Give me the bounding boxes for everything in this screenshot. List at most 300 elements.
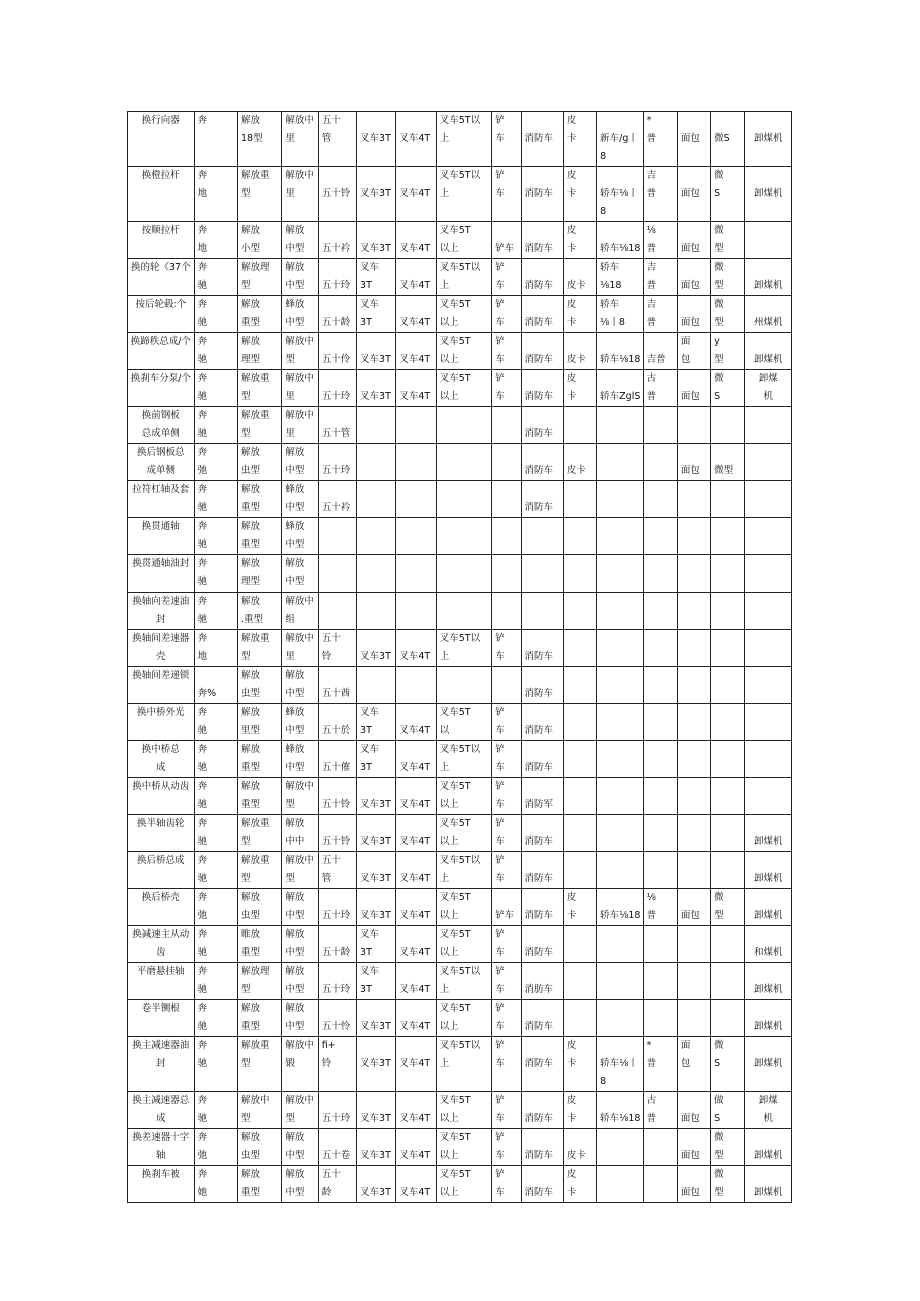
vehicle-type-cell: 消防车 [521, 926, 563, 963]
vehicle-type-cell [492, 593, 521, 630]
vehicle-type-cell [643, 741, 677, 778]
table-row [128, 333, 792, 370]
vehicle-type-cell [357, 444, 396, 481]
vehicle-type-cell: 叉车5T 以上 [436, 778, 492, 815]
table-row [128, 815, 792, 852]
table-body [128, 112, 792, 1203]
vehicle-type-cell: 奔 驰 [194, 259, 237, 296]
vehicle-type-cell [492, 518, 521, 555]
vehicle-type-cell: 铲 车 [492, 370, 521, 407]
vehicle-type-cell: 叉车5T 以上 [436, 1129, 492, 1166]
vehicle-type-cell: 解放中 里 [282, 370, 318, 407]
vehicle-type-cell [711, 815, 745, 852]
vehicle-type-cell: 解放 中型 [282, 963, 318, 1000]
vehicle-type-cell: 吉 普 [643, 259, 677, 296]
vehicle-type-cell: 五十酋 [318, 667, 356, 704]
vehicle-type-cell: 消防车 [521, 296, 563, 333]
vehicle-type-cell [711, 778, 745, 815]
vehicle-type-cell: 卸煤机 [745, 852, 792, 889]
vehicle-type-cell [563, 926, 596, 963]
vehicle-type-cell: 叉车3T [357, 889, 396, 926]
vehicle-type-cell: 解放重 型 [237, 1037, 281, 1092]
vehicle-type-cell: 解放中 型 [282, 1092, 318, 1129]
item-name-cell: 换中桥总 成 [128, 741, 195, 778]
vehicle-type-cell: 解放 虫型 [237, 667, 281, 704]
item-name-cell: 换后钢板总 成单侧 [128, 444, 195, 481]
vehicle-type-cell: 解放 虫型 [237, 889, 281, 926]
vehicle-type-cell: 消肪车 [521, 963, 563, 1000]
vehicle-type-cell: 叉车5T 以上 [436, 296, 492, 333]
vehicle-type-cell [396, 555, 436, 593]
item-name-cell: 换轴间差递锁 [128, 667, 195, 704]
vehicle-type-cell [563, 704, 596, 741]
vehicle-type-cell [745, 518, 792, 555]
vehicle-type-cell: 解放重 型 [237, 852, 281, 889]
vehicle-type-cell: 叉车3T [357, 370, 396, 407]
vehicle-type-cell: 消防车 [521, 112, 563, 167]
vehicle-type-cell: 皮卡 [563, 259, 596, 296]
vehicle-type-cell: 叉车4T [396, 167, 436, 222]
table-row [128, 1037, 792, 1092]
vehicle-type-cell [597, 555, 643, 593]
vehicle-type-cell: 卸煤机 [745, 112, 792, 167]
vehicle-type-cell: 解放 中型 [282, 1129, 318, 1166]
vehicle-type-cell: 五十 铃 [318, 630, 356, 667]
vehicle-type-cell: 消防车 [521, 259, 563, 296]
vehicle-type-cell: 解放中 型 [237, 1092, 281, 1129]
vehicle-type-cell: 叉车5T以 上 [436, 852, 492, 889]
vehicle-type-cell: 叉车 3T [357, 963, 396, 1000]
vehicle-type-cell [677, 630, 710, 667]
vehicle-type-cell: 五十伶 [318, 333, 356, 370]
vehicle-type-cell: 面包 [677, 259, 710, 296]
vehicle-type-cell: 五十管 [318, 407, 356, 444]
vehicle-type-cell [563, 778, 596, 815]
vehicle-type-cell [597, 741, 643, 778]
vehicle-type-cell [711, 852, 745, 889]
vehicle-type-cell: 铲 车 [492, 963, 521, 1000]
vehicle-type-cell: ⅛ 普 [643, 889, 677, 926]
table-row [128, 112, 792, 167]
table-row [128, 593, 792, 630]
vehicle-type-cell: 叉车3T [357, 815, 396, 852]
item-name-cell: 换半轴齿轮 [128, 815, 195, 852]
vehicle-type-cell: 叉车5T 以上 [436, 1166, 492, 1203]
vehicle-type-cell [643, 667, 677, 704]
vehicle-type-cell: 消防车 [521, 889, 563, 926]
vehicle-type-cell: 奔 驰 [194, 926, 237, 963]
vehicle-type-cell: 吉 普 [643, 167, 677, 222]
vehicle-type-cell: 叉车 3T [357, 926, 396, 963]
vehicle-type-cell: 解放中 里 [282, 407, 318, 444]
vehicle-type-cell: 铲 车 [492, 815, 521, 852]
vehicle-type-cell: 铲 车 [492, 630, 521, 667]
vehicle-type-cell [745, 667, 792, 704]
vehicle-type-cell: 铲车 [492, 889, 521, 926]
item-name-cell: 换前钢板 总成单侧 [128, 407, 195, 444]
vehicle-type-cell: 解放 小型 [237, 222, 281, 259]
vehicle-type-cell: 铲车 [492, 222, 521, 259]
vehicle-type-cell: 解放中 里 [282, 167, 318, 222]
vehicle-type-cell [357, 518, 396, 555]
vehicle-type-cell: 叉车5T以 上 [436, 259, 492, 296]
vehicle-type-cell: 奔% [194, 667, 237, 704]
vehicle-type-cell: 奔 驰 [194, 407, 237, 444]
table-row [128, 704, 792, 741]
vehicle-type-cell: 轿车⅛18 [597, 1092, 643, 1129]
item-name-cell: 换贯通轴 [128, 518, 195, 555]
vehicle-type-cell: 五十玲 [318, 444, 356, 481]
vehicle-type-cell: 消防车 [521, 407, 563, 444]
vehicle-type-cell [597, 704, 643, 741]
table-row [128, 1092, 792, 1129]
vehicle-type-cell: 五十於 [318, 704, 356, 741]
vehicle-type-cell: 州煤机 [745, 296, 792, 333]
vehicle-type-cell: 微 型 [711, 222, 745, 259]
item-name-cell: 换后桥总成 [128, 852, 195, 889]
vehicle-type-cell: 面包 [677, 1166, 710, 1203]
vehicle-type-cell: 皮卡 [563, 1129, 596, 1166]
vehicle-type-cell [436, 407, 492, 444]
vehicle-type-cell: 叉车 3T [357, 741, 396, 778]
vehicle-type-cell [677, 593, 710, 630]
vehicle-type-cell: 叉车4T [396, 1166, 436, 1203]
vehicle-type-cell: 五十玲 [318, 1092, 356, 1129]
vehicle-type-cell: 叉车3T [357, 1000, 396, 1037]
vehicle-type-cell [357, 555, 396, 593]
item-name-cell: 换中桥外光 [128, 704, 195, 741]
vehicle-type-cell: 消防车 [521, 741, 563, 778]
vehicle-type-cell: 解放理 型 [237, 259, 281, 296]
vehicle-type-cell: 消防车 [521, 1129, 563, 1166]
vehicle-type-cell: ⅛ 普 [643, 222, 677, 259]
vehicle-type-cell: 叉车4T [396, 1129, 436, 1166]
vehicle-type-cell: 消防车 [521, 1037, 563, 1092]
vehicle-type-cell: 解放中 型 [282, 852, 318, 889]
vehicle-type-cell: 轿车 ⅛18 [597, 259, 643, 296]
vehicle-type-cell: 解放中 型 [282, 333, 318, 370]
vehicle-type-cell: 叉车4T [396, 333, 436, 370]
vehicle-type-cell: 解放 中型 [282, 1000, 318, 1037]
vehicle-type-cell: 铲 车 [492, 1166, 521, 1203]
vehicle-type-cell: 叉车4T [396, 889, 436, 926]
vehicle-type-cell [677, 778, 710, 815]
vehicle-type-cell: 消防车 [521, 481, 563, 518]
vehicle-type-cell [563, 481, 596, 518]
vehicle-type-cell: * 普 [643, 1037, 677, 1092]
vehicle-type-cell: 铲 车 [492, 852, 521, 889]
vehicle-type-cell: 消防车 [521, 1000, 563, 1037]
vehicle-type-cell [436, 444, 492, 481]
vehicle-type-cell: 奔 驰 [194, 1037, 237, 1092]
vehicle-type-cell: 叉车5T 以上 [436, 815, 492, 852]
vehicle-type-cell: 五十铃 [318, 815, 356, 852]
vehicle-type-cell [711, 407, 745, 444]
vehicle-type-cell: 消防车 [521, 852, 563, 889]
vehicle-type-cell [643, 407, 677, 444]
vehicle-type-cell: 消防车 [521, 444, 563, 481]
vehicle-type-cell: 皮卡 [563, 333, 596, 370]
vehicle-type-cell: 解放理 型 [237, 963, 281, 1000]
vehicle-type-cell: 叉车4T [396, 1037, 436, 1092]
vehicle-type-cell: 解放 中型 [282, 259, 318, 296]
vehicle-type-cell: 皮 卡 [563, 1092, 596, 1129]
vehicle-type-cell [745, 704, 792, 741]
vehicle-type-cell: 奔 驰 [194, 704, 237, 741]
vehicle-type-cell [677, 704, 710, 741]
vehicle-type-cell [563, 555, 596, 593]
vehicle-type-cell: 解放中 型 [282, 778, 318, 815]
vehicle-type-cell [745, 741, 792, 778]
vehicle-type-cell: 卸煤机 [745, 1037, 792, 1092]
vehicle-type-cell: 奔 驰 [194, 741, 237, 778]
vehicle-type-cell: 奔 驰 [194, 1000, 237, 1037]
vehicle-type-cell: 五十玲 [318, 889, 356, 926]
vehicle-type-cell [677, 741, 710, 778]
vehicle-type-cell [711, 518, 745, 555]
vehicle-type-cell: 奔 地 [194, 167, 237, 222]
vehicle-type-cell: 面包 [677, 222, 710, 259]
vehicle-type-cell: 消防车 [521, 333, 563, 370]
vehicle-type-cell [745, 481, 792, 518]
vehicle-type-cell [396, 593, 436, 630]
vehicle-type-cell [745, 444, 792, 481]
vehicle-type-cell: 叉车5T 以 [436, 704, 492, 741]
vehicle-type-cell: 面包 [677, 112, 710, 167]
repair-table [127, 111, 792, 1203]
vehicle-type-cell: 微 型 [711, 259, 745, 296]
vehicle-type-cell: 轿车⅛18 [597, 222, 643, 259]
vehicle-type-cell: 五十衿 [318, 481, 356, 518]
item-name-cell: 换橙拉杆 [128, 167, 195, 222]
vehicle-type-cell [436, 518, 492, 555]
vehicle-type-cell [521, 518, 563, 555]
table-row [128, 444, 792, 481]
vehicle-type-cell: 奔 她 [194, 1166, 237, 1203]
vehicle-type-cell: 微型 [711, 444, 745, 481]
vehicle-type-cell: 解放中 里 [282, 630, 318, 667]
item-name-cell: 换减速主从动 齿 [128, 926, 195, 963]
vehicle-type-cell: 吉 普 [643, 296, 677, 333]
vehicle-type-cell [643, 704, 677, 741]
item-name-cell: 换轴间差速器 壳 [128, 630, 195, 667]
vehicle-type-cell: 面 包 [677, 1037, 710, 1092]
vehicle-type-cell: 解放重 型 [237, 167, 281, 222]
vehicle-type-cell: 叉车5T 以上 [436, 370, 492, 407]
vehicle-type-cell: 解放中 里 [282, 112, 318, 167]
table-row [128, 630, 792, 667]
vehicle-type-cell: 叉车3T [357, 112, 396, 167]
vehicle-type-cell: 铲 车 [492, 259, 521, 296]
vehicle-type-cell [521, 555, 563, 593]
vehicle-type-cell: 叉车 3T [357, 296, 396, 333]
vehicle-type-cell [436, 593, 492, 630]
vehicle-type-cell [521, 593, 563, 630]
vehicle-type-cell [597, 1166, 643, 1203]
vehicle-type-cell [396, 518, 436, 555]
vehicle-type-cell: 解放 18型 [237, 112, 281, 167]
vehicle-type-cell: 五十 管 [318, 112, 356, 167]
vehicle-type-cell: 解放 理型 [237, 333, 281, 370]
vehicle-type-cell: 叉车3T [357, 1092, 396, 1129]
vehicle-type-cell: 解放 重型 [237, 296, 281, 333]
vehicle-type-cell: 解放 中中 [282, 815, 318, 852]
vehicle-type-cell: 皮 卡 [563, 222, 596, 259]
vehicle-type-cell [563, 815, 596, 852]
table-row [128, 963, 792, 1000]
item-name-cell: 换刹车分泵/个 [128, 370, 195, 407]
vehicle-type-cell [597, 593, 643, 630]
vehicle-type-cell: 轿车 ⅛丨8 [597, 296, 643, 333]
item-name-cell: 平磨悬挂轴 [128, 963, 195, 1000]
vehicle-type-cell [711, 630, 745, 667]
vehicle-type-cell [711, 704, 745, 741]
item-name-cell: 换行向器 [128, 112, 195, 167]
vehicle-type-cell [357, 593, 396, 630]
vehicle-type-cell: 奔 地 [194, 222, 237, 259]
vehicle-type-cell [643, 926, 677, 963]
item-name-cell: 换的轮《37个 [128, 259, 195, 296]
vehicle-type-cell: 叉车4T [396, 704, 436, 741]
vehicle-type-cell: 奔 驰 [194, 778, 237, 815]
vehicle-type-cell: 解放中 锻 [282, 1037, 318, 1092]
vehicle-type-cell: 奔 弛 [194, 889, 237, 926]
vehicle-type-cell: 铲 车 [492, 167, 521, 222]
vehicle-type-cell: 叉车3T [357, 222, 396, 259]
vehicle-type-cell [318, 593, 356, 630]
vehicle-type-cell: 卸煤机 [745, 815, 792, 852]
vehicle-type-cell: 铲 车 [492, 296, 521, 333]
vehicle-type-cell: 叉车4T [396, 112, 436, 167]
vehicle-type-cell: 卸煤机 [745, 963, 792, 1000]
vehicle-type-cell [677, 926, 710, 963]
vehicle-type-cell [492, 444, 521, 481]
vehicle-type-cell: 解放中 组 [282, 593, 318, 630]
table-row [128, 167, 792, 222]
vehicle-type-cell: 解放 中型 [282, 889, 318, 926]
vehicle-type-cell: 奔 [194, 112, 237, 167]
table-row [128, 222, 792, 259]
item-name-cell: 卷半铡根 [128, 1000, 195, 1037]
vehicle-type-cell: 消防车 [521, 630, 563, 667]
vehicle-type-cell: 蜂放 中型 [282, 518, 318, 555]
vehicle-type-cell [597, 407, 643, 444]
item-name-cell: 拉符杠轴及套 [128, 481, 195, 518]
vehicle-type-cell [711, 593, 745, 630]
vehicle-type-cell [563, 630, 596, 667]
vehicle-type-cell: 微 型 [711, 296, 745, 333]
vehicle-type-cell [563, 667, 596, 704]
vehicle-type-cell [396, 407, 436, 444]
vehicle-type-cell [745, 555, 792, 593]
vehicle-type-cell [436, 481, 492, 518]
vehicle-type-cell [357, 481, 396, 518]
vehicle-type-cell: 奔 驰 [194, 555, 237, 593]
vehicle-type-cell [492, 667, 521, 704]
item-name-cell: 换主减速器总 成 [128, 1092, 195, 1129]
vehicle-type-cell: 叉车5T 以上 [436, 333, 492, 370]
vehicle-type-cell: 奔 弛 [194, 444, 237, 481]
vehicle-type-cell: 解放 重型 [237, 741, 281, 778]
vehicle-type-cell [318, 555, 356, 593]
vehicle-type-cell: 五十怜 [318, 1000, 356, 1037]
table-row [128, 926, 792, 963]
vehicle-type-cell: 叉车 3T [357, 259, 396, 296]
vehicle-type-cell: 五十傕 [318, 741, 356, 778]
vehicle-type-cell: 微S [711, 112, 745, 167]
vehicle-type-cell: 奔 地 [194, 630, 237, 667]
vehicle-type-cell: 叉车4T [396, 222, 436, 259]
vehicle-type-cell: 叉车3T [357, 1129, 396, 1166]
vehicle-type-cell: 五十玲 [318, 370, 356, 407]
table-row [128, 370, 792, 407]
vehicle-type-cell [643, 630, 677, 667]
vehicle-type-cell: 叉车3T [357, 852, 396, 889]
vehicle-type-cell: 奔 驰 [194, 593, 237, 630]
vehicle-type-cell [745, 593, 792, 630]
item-name-cell: 换中桥从动齿 [128, 778, 195, 815]
vehicle-type-cell: 五十龄 [318, 296, 356, 333]
vehicle-type-cell [563, 852, 596, 889]
vehicle-type-cell [677, 518, 710, 555]
vehicle-type-cell: 叉车 3T [357, 704, 396, 741]
table-row [128, 259, 792, 296]
vehicle-type-cell: 微 S [711, 370, 745, 407]
vehicle-type-cell: 消防车 [521, 704, 563, 741]
vehicle-type-cell: 奔 驰 [194, 481, 237, 518]
vehicle-type-cell: 叉车3T [357, 778, 396, 815]
vehicle-type-cell [563, 593, 596, 630]
vehicle-type-cell: 皮卡 [563, 444, 596, 481]
vehicle-type-cell [492, 481, 521, 518]
vehicle-type-cell: 面包 [677, 1092, 710, 1129]
vehicle-type-cell: 奔 驰 [194, 815, 237, 852]
vehicle-type-cell: 叉车4T [396, 815, 436, 852]
vehicle-type-cell: 解放 重型 [237, 518, 281, 555]
vehicle-type-cell [396, 444, 436, 481]
vehicle-type-cell: 解放重 型 [237, 630, 281, 667]
vehicle-type-cell: 叉车3T [357, 630, 396, 667]
vehicle-type-cell: 铲 车 [492, 333, 521, 370]
vehicle-type-cell: 解放重 型 [237, 370, 281, 407]
vehicle-type-cell: 叉车5T以 上 [436, 167, 492, 222]
vehicle-type-cell: 消防车 [521, 1092, 563, 1129]
vehicle-type-cell: 微 S [711, 167, 745, 222]
vehicle-type-cell: 解放 虫型 [237, 1129, 281, 1166]
vehicle-type-cell: 和煤机 [745, 926, 792, 963]
vehicle-type-cell: 解放 中型 [282, 926, 318, 963]
vehicle-type-cell [711, 926, 745, 963]
vehicle-type-cell: 叉车4T [396, 630, 436, 667]
vehicle-type-cell [597, 1000, 643, 1037]
item-name-cell: 换差速器十字 轴 [128, 1129, 195, 1166]
vehicle-type-cell: 叉车3T [357, 1037, 396, 1092]
vehicle-type-cell: 皮 卡 [563, 167, 596, 222]
vehicle-type-cell: 睢放 重型 [237, 926, 281, 963]
vehicle-type-cell [711, 555, 745, 593]
vehicle-type-cell: 解放 理型 [237, 555, 281, 593]
vehicle-type-cell: 吉普 [643, 333, 677, 370]
table-row [128, 1166, 792, 1203]
item-name-cell: 换蹄秩总成/个 [128, 333, 195, 370]
vehicle-type-cell: 微 型 [711, 1166, 745, 1203]
vehicle-type-cell: 面包 [677, 444, 710, 481]
vehicle-type-cell: 解放 中型 [282, 1166, 318, 1203]
vehicle-type-cell [643, 1129, 677, 1166]
vehicle-type-cell: 铲 车 [492, 1129, 521, 1166]
vehicle-type-cell: 卸煤 机 [745, 370, 792, 407]
vehicle-type-cell: 卸煤机 [745, 889, 792, 926]
